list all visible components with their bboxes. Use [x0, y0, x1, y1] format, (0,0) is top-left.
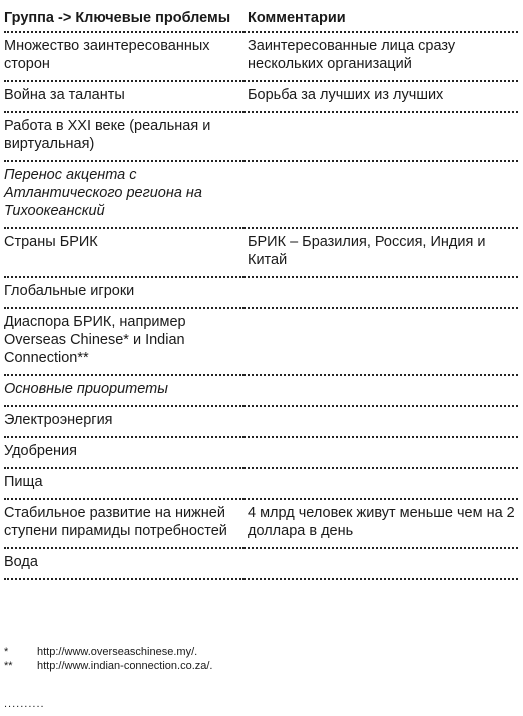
table-row [4, 32, 518, 81]
cell-group: Вода [4, 548, 244, 579]
table-row [4, 81, 518, 112]
cell-comment: БРИК – Бразилия, Россия, Индия и Китай [244, 228, 518, 277]
column-header-group: Группа -> Ключевые проблемы [4, 6, 244, 32]
cell-comment [244, 112, 518, 161]
cell-comment [244, 375, 518, 406]
cell-group: Война за таланты [4, 81, 244, 112]
cell-group: Диаспора БРИК, например Overseas Chinese* и Indian Connection** [4, 308, 244, 375]
table-header-row [4, 6, 518, 32]
cell-comment [244, 437, 518, 468]
table-row [4, 499, 518, 548]
table-row [4, 468, 518, 499]
cell-comment [244, 406, 518, 437]
cell-comment [244, 161, 518, 228]
cell-group-italic: Основные приоритеты [4, 375, 244, 406]
cell-comment [244, 277, 518, 308]
document-body [4, 6, 518, 580]
footnote-mark: * [4, 646, 9, 658]
footnotes [4, 645, 212, 673]
table-row [4, 228, 518, 277]
cell-group: Электроэнергия [4, 406, 244, 437]
table-row [4, 277, 518, 308]
cell-group: Множество заинтересованных сторон [4, 32, 244, 81]
footnote-text: http://www.indian-connection.co.za/. [37, 660, 213, 672]
footnote-text: http://www.overseaschinese.my/. [37, 646, 198, 658]
table-row [4, 112, 518, 161]
footnote [4, 645, 212, 659]
cell-group-italic: Перенос акцента с Атлантического региона на Тихоокеанский [4, 161, 244, 228]
cell-comment [244, 468, 518, 499]
table-row [4, 548, 518, 579]
table-row [4, 406, 518, 437]
cell-comment [244, 308, 518, 375]
cell-comment: 4 млрд человек живут меньше чем на 2 доллара в день [244, 499, 518, 548]
trailing-dots: .......... [4, 698, 45, 710]
column-header-comments: Комментарии [244, 6, 518, 32]
cell-group: Удобрения [4, 437, 244, 468]
footnote [4, 659, 212, 673]
table-row [4, 375, 518, 406]
cell-comment: Заинтересованные лица сразу нескольких организаций [244, 32, 518, 81]
cell-comment [244, 548, 518, 579]
cell-group: Пища [4, 468, 244, 499]
table-row [4, 161, 518, 228]
cell-group: Работа в XXI веке (реальная и виртуальная) [4, 112, 244, 161]
problems-table [4, 6, 518, 580]
cell-group: Стабильное развитие на нижней ступени пирамиды потребностей [4, 499, 244, 548]
table-row [4, 437, 518, 468]
table-row [4, 308, 518, 375]
footnote-mark: ** [4, 660, 13, 672]
cell-group: Страны БРИК [4, 228, 244, 277]
cell-comment: Борьба за лучших из лучших [244, 81, 518, 112]
cell-group: Глобальные игроки [4, 277, 244, 308]
